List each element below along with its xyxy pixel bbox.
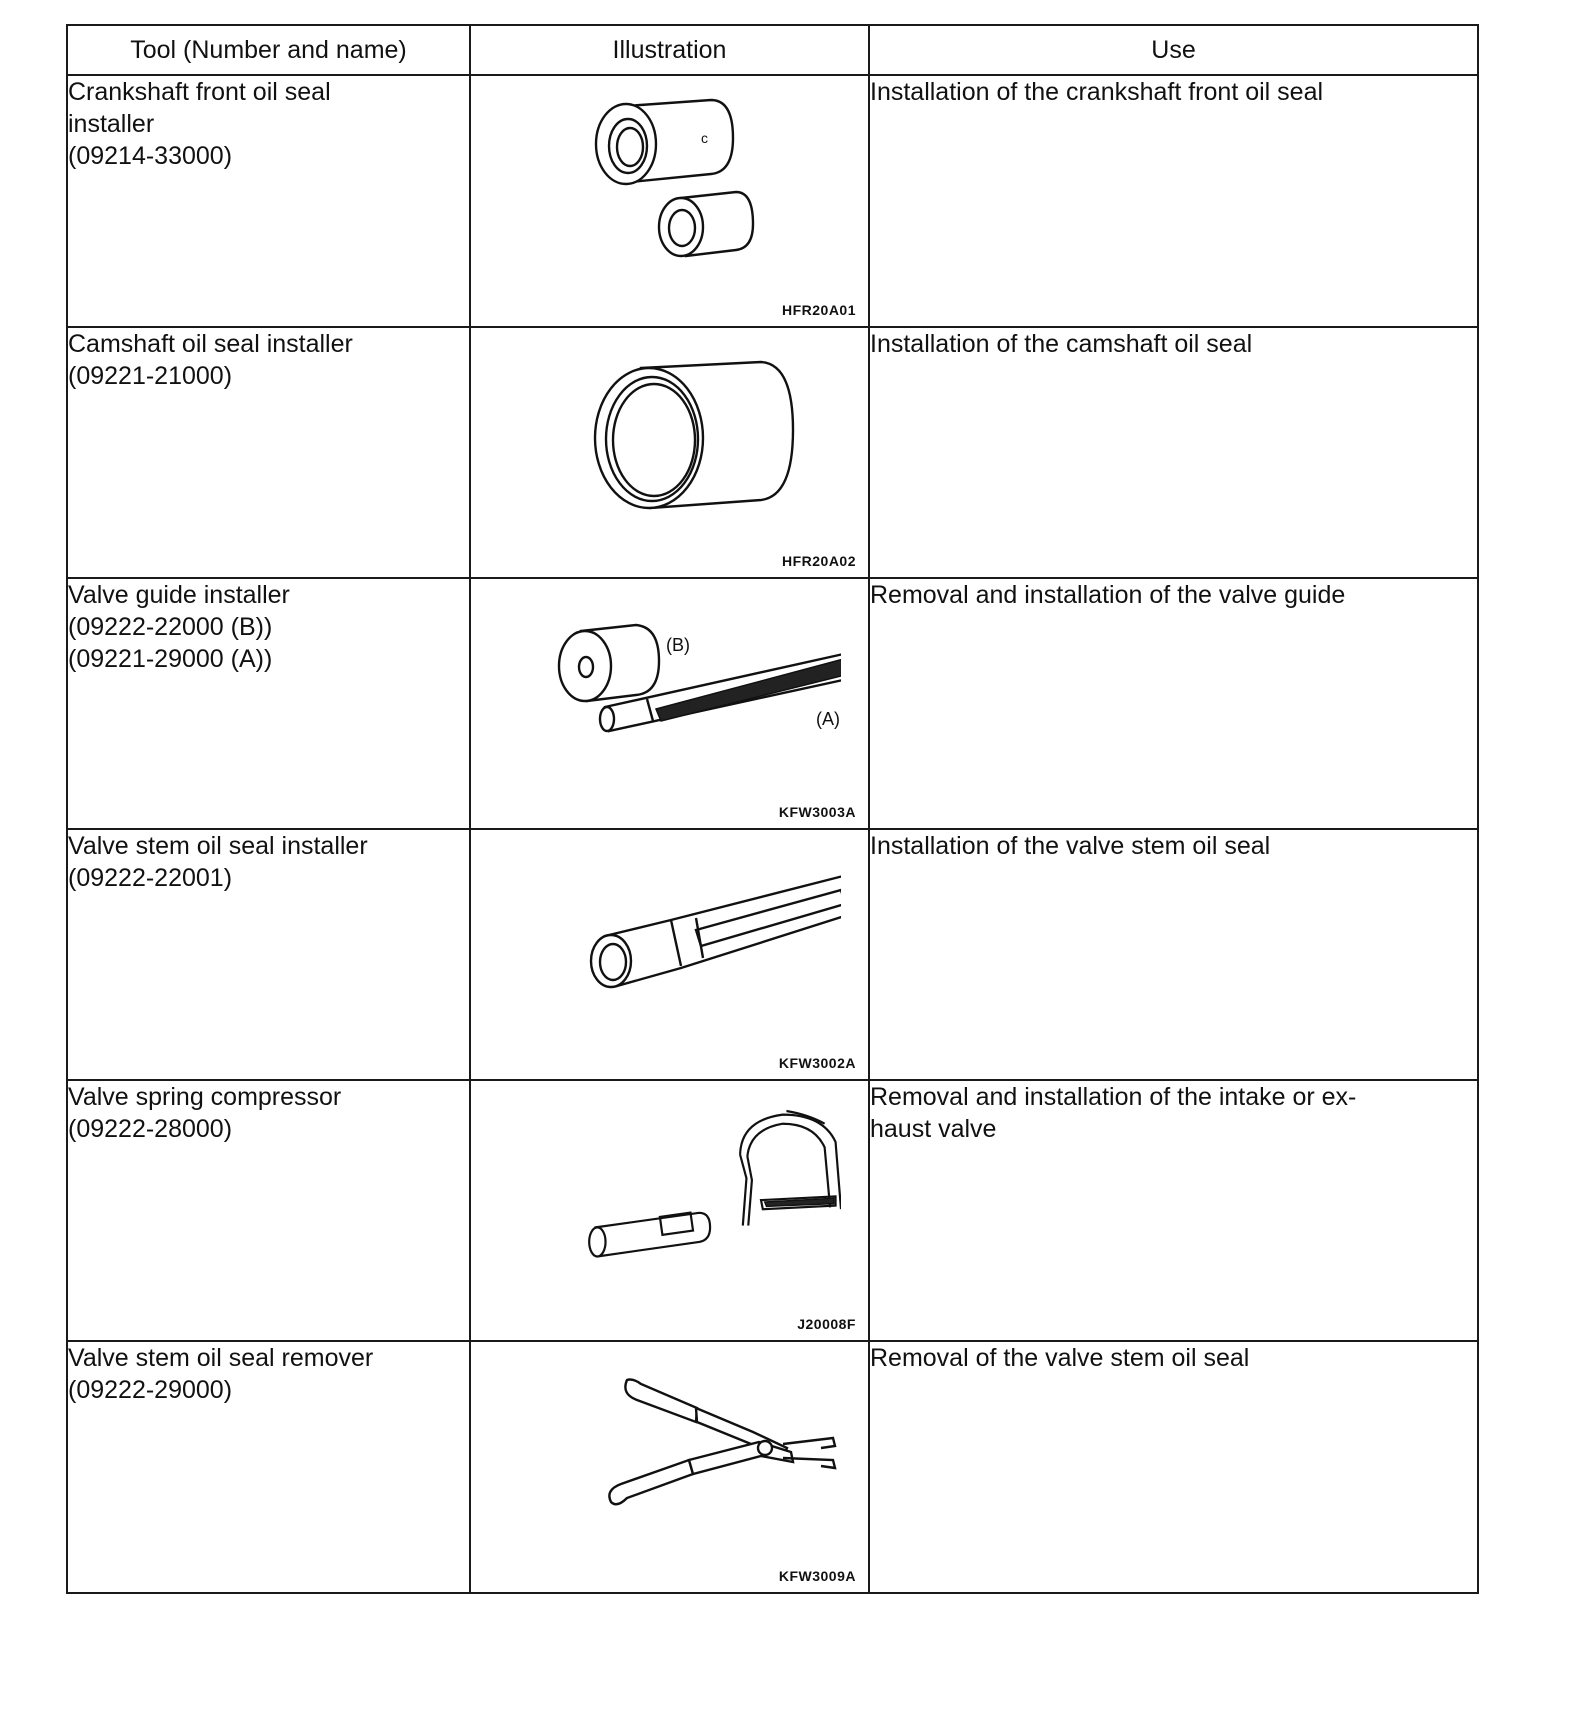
valve-spring-compressor-icon	[521, 1091, 841, 1291]
tool-number: (09222-22000 (B))	[68, 613, 273, 641]
svg-text:c: c	[701, 130, 708, 146]
tool-use-cell	[869, 327, 1478, 578]
tool-use-text: Removal of the valve stem oil seal	[870, 1344, 1250, 1372]
label-a: (A)	[816, 709, 840, 729]
special-tools-table	[66, 24, 1479, 1594]
tool-name-cell	[67, 75, 470, 327]
tool-use-text: Installation of the crankshaft front oil seal	[870, 78, 1324, 106]
tool-use-text: Removal and installation of the valve guide	[870, 581, 1346, 609]
illustration-code: KFW3002A	[778, 1055, 856, 1071]
tool-name-line: Camshaft oil seal installer	[68, 330, 353, 358]
valve-guide-installer-icon	[521, 589, 841, 789]
illustration-cell	[470, 829, 869, 1080]
illustration-code: HFR20A01	[781, 302, 856, 318]
tool-name-line: installer	[68, 110, 155, 138]
illustration-cell	[470, 1341, 869, 1593]
tool-name-line: Valve stem oil seal installer	[68, 832, 368, 860]
illustration-cell	[470, 578, 869, 829]
tool-number: (09221-21000)	[68, 362, 233, 390]
valve-stem-seal-installer-icon	[521, 840, 841, 1040]
header-row	[67, 25, 1478, 75]
illustration-cell	[470, 327, 869, 578]
tool-use-cell	[869, 1080, 1478, 1341]
tool-name-line: Valve spring compressor	[68, 1083, 342, 1111]
tool-use-text: haust valve	[870, 1115, 997, 1143]
illustration-code: KFW3003A	[778, 804, 856, 820]
tool-number: (09222-29000)	[68, 1376, 233, 1404]
tool-number: (09214-33000)	[68, 142, 233, 170]
tool-number: (09222-22001)	[68, 864, 233, 892]
tool-use-text: Installation of the valve stem oil seal	[870, 832, 1271, 860]
illustration-code: J20008F	[797, 1316, 856, 1332]
header-use: Use	[869, 25, 1478, 75]
table-row	[67, 75, 1478, 327]
tool-name-line: Crankshaft front oil seal	[68, 78, 331, 106]
table-row	[67, 327, 1478, 578]
tool-name-cell	[67, 1080, 470, 1341]
tool-number: (09221-29000 (A))	[68, 645, 273, 673]
tool-use-text: Removal and installation of the intake or ex-	[870, 1083, 1357, 1111]
tool-number: (09222-28000)	[68, 1115, 233, 1143]
tool-name-cell	[67, 327, 470, 578]
tool-name-line: Valve stem oil seal remover	[68, 1344, 374, 1372]
tool-use-cell	[869, 829, 1478, 1080]
table-row	[67, 1341, 1478, 1593]
camshaft-seal-installer-icon	[521, 338, 841, 538]
crankshaft-seal-installer-icon	[521, 86, 841, 286]
valve-stem-seal-remover-icon	[521, 1352, 841, 1552]
table-row	[67, 578, 1478, 829]
header-illustration: Illustration	[470, 25, 869, 75]
tool-use-cell	[869, 578, 1478, 829]
tool-name-cell	[67, 829, 470, 1080]
illustration-cell	[470, 75, 869, 327]
tool-name-cell	[67, 578, 470, 829]
illustration-code: KFW3009A	[778, 1568, 856, 1584]
tool-name-cell	[67, 1341, 470, 1593]
tool-use-cell	[869, 75, 1478, 327]
tool-use-text: Installation of the camshaft oil seal	[870, 330, 1253, 358]
tool-use-cell	[869, 1341, 1478, 1593]
tool-name-line: Valve guide installer	[68, 581, 290, 609]
table-row	[67, 1080, 1478, 1341]
table-row	[67, 829, 1478, 1080]
label-b: (B)	[666, 635, 690, 655]
illustration-cell	[470, 1080, 869, 1341]
header-tool: Tool (Number and name)	[67, 25, 470, 75]
illustration-code: HFR20A02	[781, 553, 856, 569]
